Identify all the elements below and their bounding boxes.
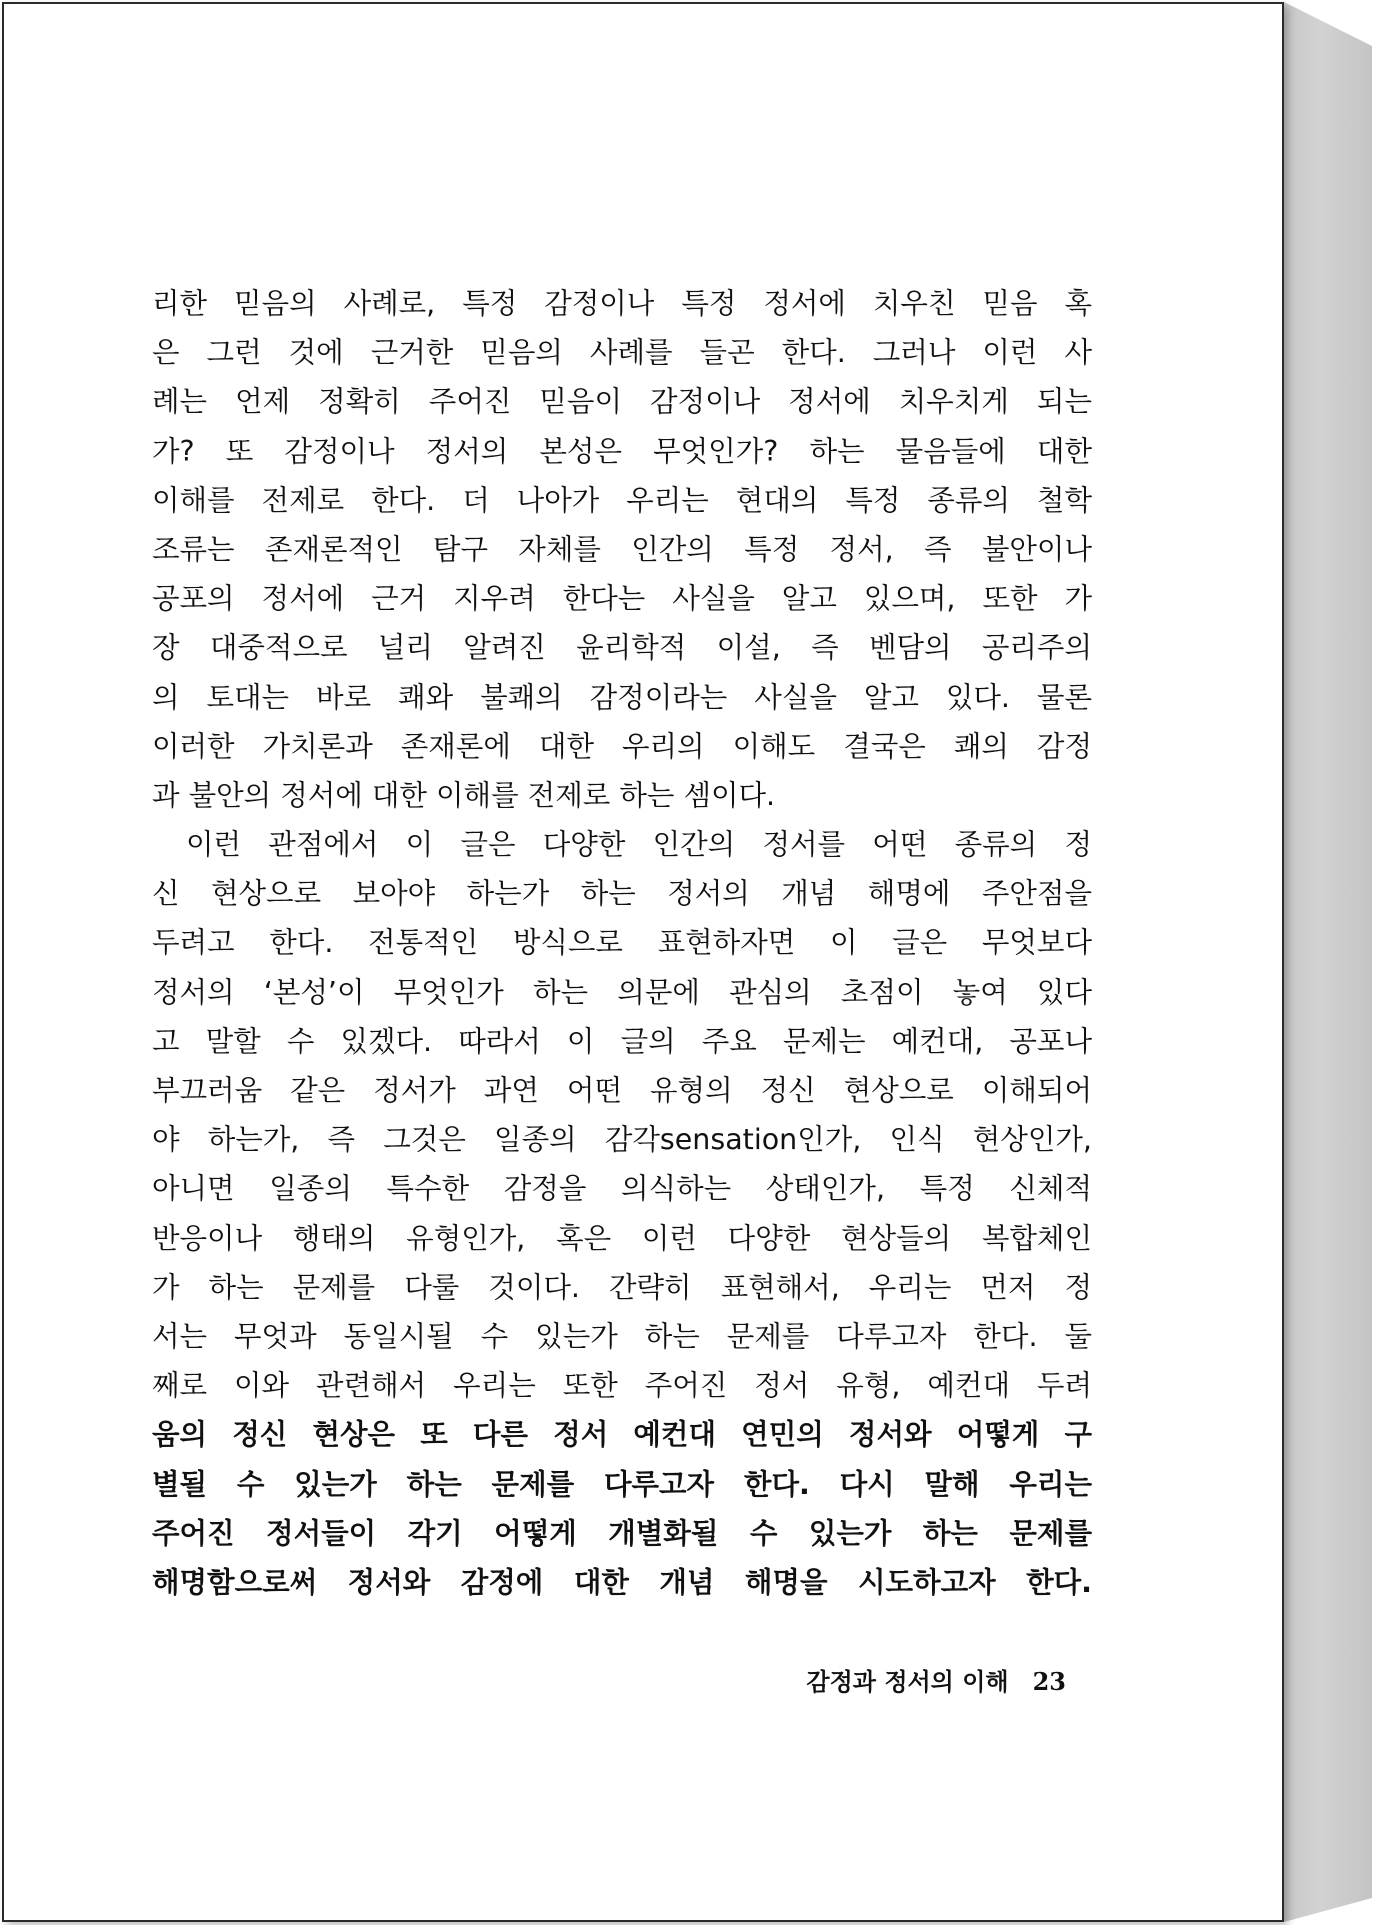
text-line: 은 그런 것에 근거한 믿음의 사례를 들곤 한다. 그러나 이런 사 [152, 336, 1092, 370]
text-line: 반응이나 행태의 유형인가, 혹은 이런 다양한 현상들의 복합체인 [152, 1221, 1092, 1255]
text-line: 아니면 일종의 특수한 감정을 의식하는 상태인가, 특정 신체적 [152, 1172, 1092, 1206]
page-number: 23 [1032, 1667, 1066, 1696]
text-line: 조류는 존재론적인 탐구 자체를 인간의 특정 정서, 즉 불안이나 [152, 532, 1092, 566]
text-line: 가 하는 문제를 다룰 것이다. 간략히 표현해서, 우리는 먼저 정 [152, 1270, 1092, 1304]
running-title: 감정과 정서의 이해 [806, 1668, 1009, 1696]
text-line: 과 불안의 정서에 대한 이해를 전제로 하는 셈이다. [152, 778, 776, 812]
text-line: 해명함으로써 정서와 감정에 대한 개념 해명을 시도하고자 한다. [152, 1565, 1092, 1599]
text-line: 신 현상으로 보아야 하는가 하는 정서의 개념 해명에 주안점을 [152, 877, 1092, 911]
text-line: 두려고 한다. 전통적인 방식으로 표현하자면 이 글은 무엇보다 [152, 926, 1092, 960]
text-line: 리한 믿음의 사례로, 특정 감정이나 특정 정서에 치우친 믿음 혹 [152, 287, 1092, 320]
text-line: 부끄러움 같은 정서가 과연 어떤 유형의 정신 현상으로 이해되어 [152, 1074, 1092, 1107]
text-line: 가? 또 감정이나 정서의 본성은 무엇인가? 하는 물음들에 대한 [152, 434, 1092, 468]
text-line: 별될 수 있는가 하는 문제를 다루고자 한다. 다시 말해 우리는 [152, 1467, 1092, 1501]
text-line: 이런 관점에서 이 글은 다양한 인간의 정서를 어떤 종류의 정 [186, 828, 1092, 862]
text-line: 움의 정신 현상은 또 다른 정서 예컨대 연민의 정서와 어떻게 구 [152, 1418, 1092, 1452]
text-line: 의 토대는 바로 쾌와 불쾌의 감정이라는 사실을 알고 있다. 물론 [152, 680, 1092, 714]
text-line: 공포의 정서에 근거 지우려 한다는 사실을 알고 있으며, 또한 가 [152, 582, 1092, 616]
text-line: 째로 이와 관련해서 우리는 또한 주어진 정서 유형, 예컨대 두려 [152, 1369, 1092, 1403]
text-line: 야 하는가, 즉 그것은 일종의 감각sensation인가, 인식 현상인가, [152, 1123, 1092, 1157]
text-line: 장 대중적으로 널리 알려진 윤리학적 이설, 즉 벤담의 공리주의 [152, 631, 1092, 665]
text-line: 주어진 정서들이 각기 어떻게 개별화될 수 있는가 하는 문제를 [152, 1516, 1092, 1550]
book-page [2, 2, 1284, 1922]
page-footer [704, 1662, 1066, 1697]
book-page-edge [1284, 2, 1372, 1922]
text-line: 고 말할 수 있겠다. 따라서 이 글의 주요 문제는 예컨대, 공포나 [152, 1024, 1092, 1058]
text-line: 이해를 전제로 한다. 더 나아가 우리는 현대의 특정 종류의 철학 [152, 483, 1092, 517]
text-line: 례는 언제 정확히 주어진 믿음이 감정이나 정서에 치우치게 되는 [152, 385, 1092, 419]
text-line: 정서의 ‘본성’이 무엇인가 하는 의문에 관심의 초점이 놓여 있다 [152, 975, 1092, 1009]
text-line: 서는 무엇과 동일시될 수 있는가 하는 문제를 다루고자 한다. 둘 [152, 1319, 1092, 1353]
text-line: 이러한 가치론과 존재론에 대한 우리의 이해도 결국은 쾌의 감정 [152, 729, 1092, 763]
body-text [152, 279, 1092, 1607]
